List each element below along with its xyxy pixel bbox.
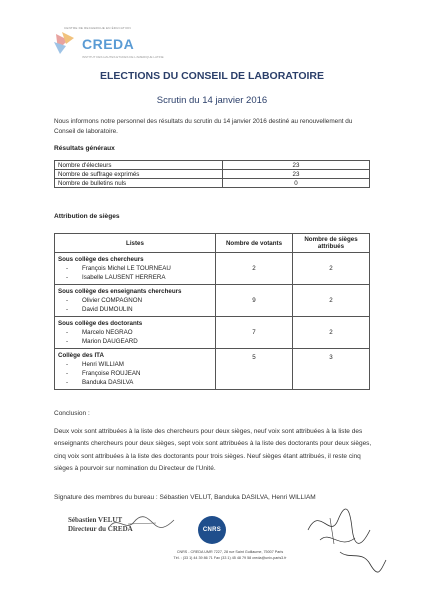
member-name: Isabelle LAUSENT HERRERA <box>82 274 166 281</box>
cnrs-logo: CNRS <box>198 516 226 544</box>
member-name: Olivier COMPAGNON <box>82 297 143 304</box>
results-value: 23 <box>223 161 370 170</box>
conclusion-text: Deux voix sont attribuées à la liste des chercheurs pour deux sièges, neuf voix sont attribuées à la liste des enseignants chercheurs pour deux sièges, sept voix sont attribuées à la liste des doctorants pour deux sièges, cinq voix sont attribuées à la liste des doctorants pour trois sièges. Neuf sièges étant attribués, il reste cinq sièges à pourvoir sur nomination du Directeur de l'Unité. <box>54 428 372 473</box>
conclusion-title: Conclusion : <box>54 410 90 417</box>
table-row <box>55 317 370 349</box>
member-name: Marcelo NEGRAO <box>82 329 133 336</box>
seats-table <box>54 233 370 390</box>
list-item: - Henri WILLIAM <box>66 361 124 368</box>
list-item: - David DUMOULIN <box>66 306 133 313</box>
results-value: 23 <box>223 170 370 179</box>
group-name: Sous collège des doctorants <box>58 320 143 327</box>
results-section-title: Résultats généraux <box>54 145 115 152</box>
group-name: Sous collège des chercheurs <box>58 256 144 263</box>
member-name: Henri WILLIAM <box>82 361 124 368</box>
footer-address: CNRS - CREDA UMR 7227, 28 rue Saint Guillaume, 75007 Paris <box>176 550 284 554</box>
group-name: Sous collège des enseignants chercheurs <box>58 288 182 295</box>
signatures-line: Signature des membres du bureau : Sébastien VELUT, Banduka DASILVA, Henri WILLIAM <box>54 494 316 501</box>
group-cell <box>55 349 216 390</box>
results-label: Nombre de suffrage exprimés <box>55 170 223 179</box>
sieges-value: 2 <box>293 317 370 349</box>
footer-contact: Tél. : (33 1) 44 39 86 71 Fax (33 1) 45 48 79 58 creda@univ-paris3.fr <box>173 556 287 560</box>
group-name: Collège des ITA <box>58 352 104 359</box>
member-name: Françoise ROUJEAN <box>82 370 141 377</box>
table-row <box>55 170 370 179</box>
member-name: Banduka DASILVA <box>82 379 134 386</box>
table-header-row <box>55 234 370 253</box>
sieges-value: 2 <box>293 285 370 317</box>
scrutin-date: Scrutin du 14 janvier 2016 <box>156 95 268 106</box>
director-role: Directeur du CREDA <box>68 525 133 533</box>
results-label: Nombre d'électeurs <box>55 161 223 170</box>
results-label: Nombre de bulletins nuls <box>55 179 223 188</box>
handwritten-signature-icon <box>108 514 178 534</box>
page-title: ELECTIONS DU CONSEIL DE LABORATOIRE <box>99 70 325 82</box>
list-item: - Isabelle LAUSENT HERRERA <box>66 274 166 281</box>
votants-value: 7 <box>216 317 293 349</box>
list-item: - Françoise ROUJEAN <box>66 370 141 377</box>
table-row <box>55 179 370 188</box>
sieges-value: 2 <box>293 253 370 285</box>
member-name: Marion DAUGEARD <box>82 338 138 345</box>
sieges-value: 3 <box>293 349 370 390</box>
group-cell <box>55 317 216 349</box>
group-cell <box>55 253 216 285</box>
list-item: - Olivier COMPAGNON <box>66 297 143 304</box>
logo-name: CREDA <box>82 36 135 52</box>
votants-value: 9 <box>216 285 293 317</box>
results-table <box>54 160 370 188</box>
header-listes: Listes <box>55 234 216 253</box>
member-name: François Michel LE TOURNEAU <box>82 265 171 272</box>
logo-top-text: CENTRE DE RECHERCHE EN ÉDUCATION <box>64 26 131 30</box>
member-name: David DUMOULIN <box>82 306 133 313</box>
table-row <box>55 253 370 285</box>
votants-value: 2 <box>216 253 293 285</box>
group-cell <box>55 285 216 317</box>
votants-value: 5 <box>216 349 293 390</box>
header-sieges: Nombre de sièges attribués <box>293 234 370 253</box>
header-votants: Nombre de votants <box>216 234 293 253</box>
results-value: 0 <box>223 179 370 188</box>
table-row <box>55 349 370 390</box>
intro-paragraph: Nous informons notre personnel des résultats du scrutin du 14 janvier 2016 destiné au renouvellement du Conseil de laboratoire. <box>54 118 353 135</box>
logo-sub-text: INSTITUT DES HAUTES ETUDES DE L'AMERIQUE LATINE <box>82 55 164 59</box>
handwritten-signature-icon <box>300 500 390 580</box>
director-name: Sébastien VELUT <box>68 516 123 524</box>
list-item: - Marcelo NEGRAO <box>66 329 133 336</box>
attribution-section-title: Attribution de sièges <box>54 213 120 220</box>
table-row <box>55 285 370 317</box>
list-item: - François Michel LE TOURNEAU <box>66 265 171 272</box>
list-item: - Banduka DASILVA <box>66 379 134 386</box>
list-item: - Marion DAUGEARD <box>66 338 138 345</box>
table-row <box>55 161 370 170</box>
creda-logo <box>52 24 172 68</box>
